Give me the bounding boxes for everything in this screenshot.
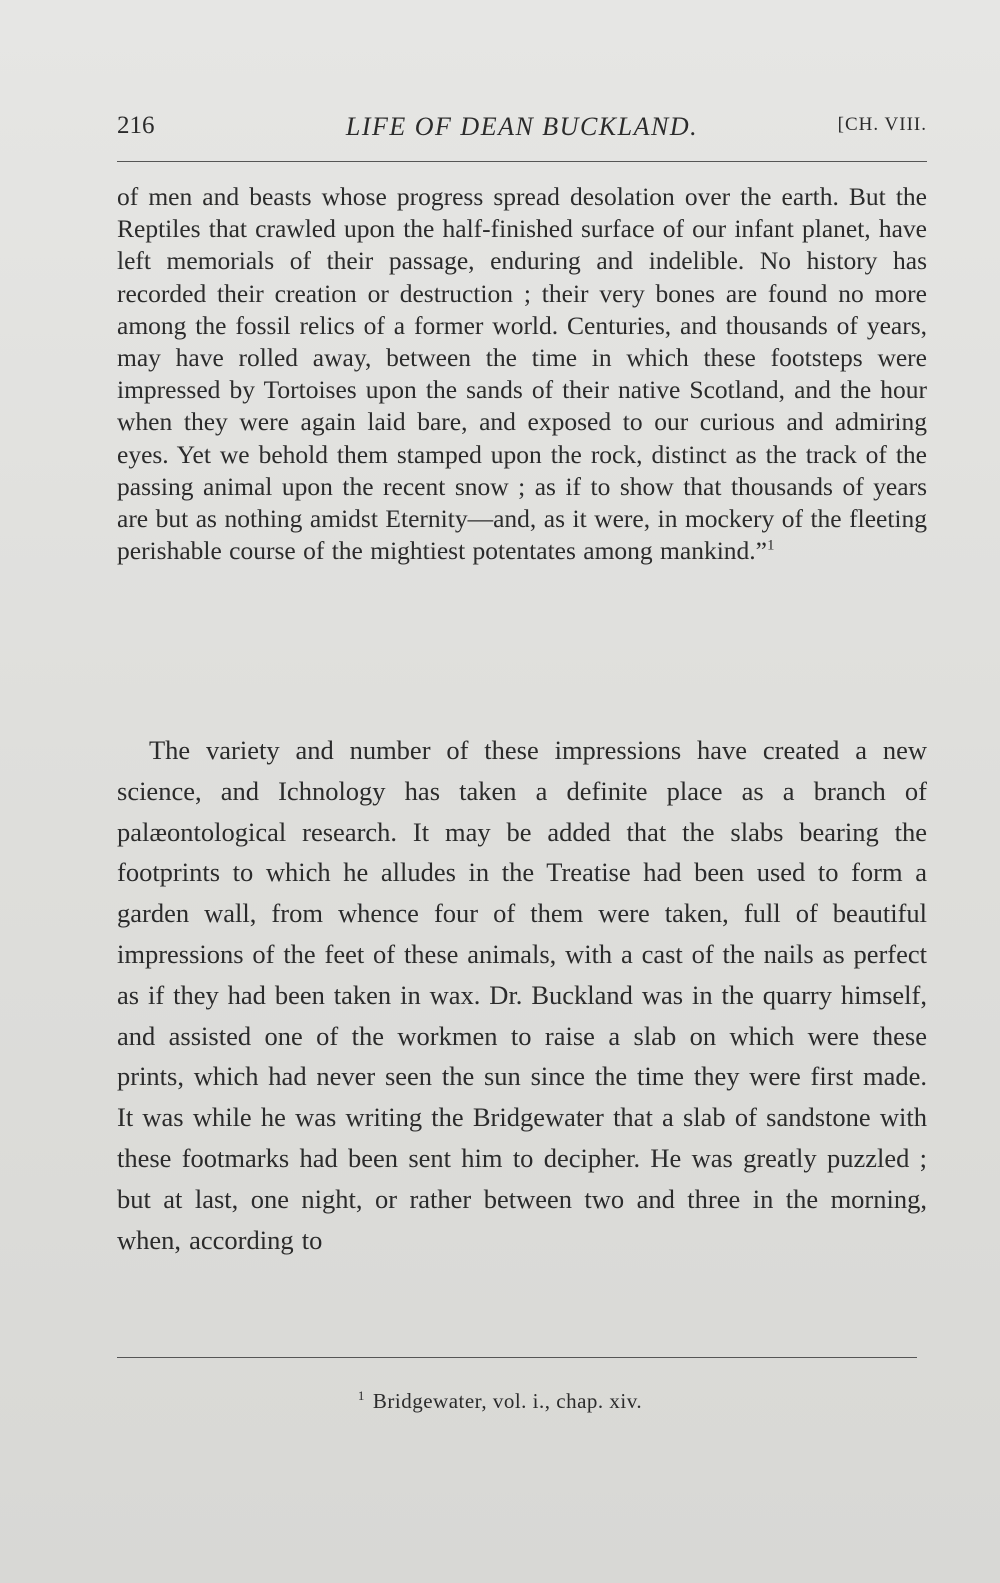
footnote-text: Bridgewater, vol. i., chap. xiv. bbox=[372, 1389, 643, 1413]
footnote-number: 1 bbox=[357, 1388, 365, 1403]
quoted-passage bbox=[117, 181, 927, 567]
page-number: 216 bbox=[117, 112, 155, 139]
header-rule bbox=[117, 161, 927, 162]
running-title: LIFE OF DEAN BUCKLAND. bbox=[345, 112, 699, 141]
footnote-rule bbox=[117, 1357, 917, 1358]
footnote-marker: 1 bbox=[767, 537, 775, 554]
page-header bbox=[117, 112, 927, 152]
quoted-passage-text: of men and beasts whose progress spread desolation over the earth. But the Reptiles that crawled upon the half-finished surface of our infant planet, have left memorials of their passage, enduring and indelible. No history has recorded their creation or destruction ; their very bones are found no more among the fossil relics of a former world. Centuries, and thousands of years, may have rolled away, between the time in which these footsteps were impressed by Tortoises upon the sands of their native Scotland, and the hour when they were again laid bare, and exposed to our curious and admiring eyes. Yet we behold them stamped upon the rock, distinct as the track of the passing animal upon the recent snow ; as if to show that thousands of years are but as nothing amidst Eternity—and, as it were, in mockery of the fleeting perishable course of the mightiest potentates among mankind.” bbox=[117, 182, 927, 566]
body-paragraph: The variety and number of these impressions have created a new science, and Ichnology has taken a definite place as a branch of palæontological research. It may be added that the slabs bearing the footprints to which he alludes in the Treatise had been used to form a garden wall, from whence four of them were taken, full of beautiful impressions of the feet of these animals, with a cast of the nails as perfect as if they had been taken in wax. Dr. Buckland was in the quarry himself, and assisted one of the workmen to raise a slab on which were these prints, which had never seen the sun since the time they were first made. It was while he was writing the Bridgewater that a slab of sandstone with these footmarks had been sent him to decipher. He was greatly puzzled ; but at last, one night, or rather between two and three in the morning, when, according to bbox=[117, 735, 927, 1255]
footnote bbox=[0, 1388, 1000, 1414]
chapter-reference: [CH. VIII. bbox=[837, 114, 927, 135]
